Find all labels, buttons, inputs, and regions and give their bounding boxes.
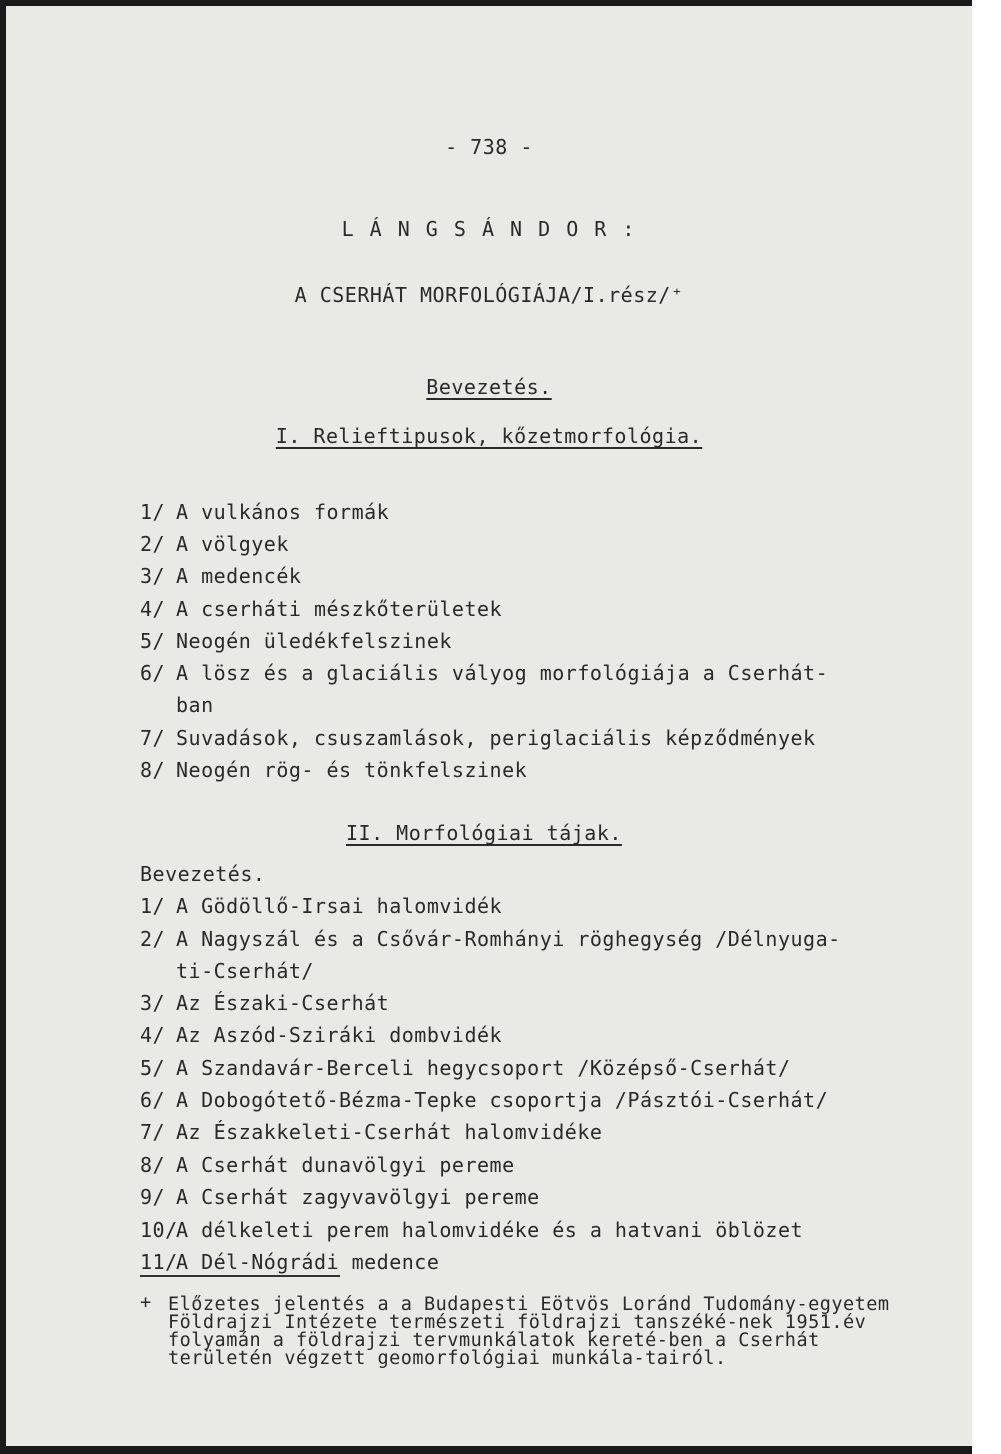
item-text: Neogén rög- és tönkfelszinek xyxy=(176,758,528,782)
item-text: A cserháti mészkőterületek xyxy=(176,597,503,621)
item-text: Neogén üledékfelszinek xyxy=(176,629,452,653)
item-number: 3/ xyxy=(140,991,166,1015)
list-item xyxy=(140,597,502,621)
list-item xyxy=(140,1120,602,1144)
item-number: 7/ xyxy=(140,726,166,750)
list-item xyxy=(140,1088,828,1112)
list-item xyxy=(140,1056,791,1080)
section2-intro: Bevezetés. xyxy=(140,862,266,886)
item-number: 3/ xyxy=(140,564,166,588)
item-text: Suvadások, csuszamlások, periglaciális képződmények xyxy=(176,726,816,750)
item-number: 5/ xyxy=(140,1056,166,1080)
item-number: 5/ xyxy=(140,629,166,653)
list-item xyxy=(140,927,841,951)
list-item-continuation xyxy=(140,959,314,983)
list-item xyxy=(140,1250,439,1274)
item-number: 2/ xyxy=(140,927,166,951)
list-item xyxy=(140,1218,803,1242)
item-number: 1/ xyxy=(140,894,166,918)
list-item xyxy=(140,894,502,918)
footnote-text: Előzetes jelentés a a Budapesti Eötvös Loránd Tudomány-egyetem Földrajzi Intézete természeti földrajzi tanszéké-nek 1951.év folyamán a földrajzi tervmunkálatok kereté-ben a Cserhát területén végzett geomorfológiai munkála-tairól. xyxy=(168,1294,890,1369)
list-item xyxy=(140,991,389,1015)
document-page xyxy=(6,6,972,1446)
item-text: Az Aszód-Sziráki dombvidék xyxy=(176,1023,503,1047)
item-text: Az Északkeleti-Cserhát halomvidéke xyxy=(176,1120,603,1144)
document-title: A CSERHÁT MORFOLÓGIÁJA/I.rész/⁺ xyxy=(294,283,684,307)
item-number: 6/ xyxy=(140,1088,166,1112)
item-text: A Dél-Nógrádi medence xyxy=(176,1250,440,1274)
list-item xyxy=(140,500,389,524)
item-number: 4/ xyxy=(140,597,166,621)
item-text: A Nagyszál és a Csővár-Romhányi röghegység /Délnyuga- xyxy=(176,927,841,951)
scan-margin xyxy=(972,0,1001,1454)
item-text: A Cserhát zagyvavölgyi pereme xyxy=(176,1185,540,1209)
item-number: 10/ xyxy=(140,1218,178,1242)
list-item xyxy=(140,532,289,556)
item-text: A délkeleti perem halomvidéke és a hatvani öblözet xyxy=(176,1218,804,1242)
item-number: 8/ xyxy=(140,1153,166,1177)
section1-heading: I. Relieftipusok, kőzetmorfológia. xyxy=(275,424,703,448)
item-text: ban xyxy=(176,693,214,717)
item-text: A Dobogótető-Bézma-Tepke csoportja /Pásztói-Cserhát/ xyxy=(176,1088,829,1112)
footnote-divider xyxy=(140,1275,340,1277)
item-number: 6/ xyxy=(140,661,166,685)
item-text: A Gödöllő-Irsai halomvidék xyxy=(176,894,503,918)
section2-heading: II. Morfológiai tájak. xyxy=(346,821,622,845)
item-number: 4/ xyxy=(140,1023,166,1047)
item-number: 1/ xyxy=(140,500,166,524)
item-text: A medencék xyxy=(176,564,302,588)
list-item xyxy=(140,758,527,782)
page-number: - 738 - xyxy=(445,135,533,159)
list-item xyxy=(140,629,452,653)
list-item xyxy=(140,1153,515,1177)
list-item xyxy=(140,564,301,588)
item-number: 8/ xyxy=(140,758,166,782)
item-text: ti-Cserhát/ xyxy=(176,959,314,983)
item-number: 7/ xyxy=(140,1120,166,1144)
list-item xyxy=(140,726,816,750)
list-item xyxy=(140,1023,502,1047)
item-text: A Szandavár-Berceli hegycsoport /Középső-Cserhát/ xyxy=(176,1056,791,1080)
list-item-continuation xyxy=(140,693,214,717)
item-number: 2/ xyxy=(140,532,166,556)
footnote-mark: + xyxy=(140,1292,152,1313)
item-number: 9/ xyxy=(140,1185,166,1209)
item-text: A vulkános formák xyxy=(176,500,390,524)
item-text: A völgyek xyxy=(176,532,289,556)
item-text: Az Északi-Cserhát xyxy=(176,991,390,1015)
item-number: 11/ xyxy=(140,1250,178,1274)
item-text: A lösz és a glaciális vályog morfológiája a Cserhát- xyxy=(176,661,829,685)
intro-heading: Bevezetés. xyxy=(426,375,552,399)
list-item xyxy=(140,661,828,685)
author-name: L Á N G S Á N D O R : xyxy=(341,217,637,241)
footnote xyxy=(140,1292,920,1369)
list-item xyxy=(140,1185,540,1209)
item-text: A Cserhát dunavölgyi pereme xyxy=(176,1153,515,1177)
